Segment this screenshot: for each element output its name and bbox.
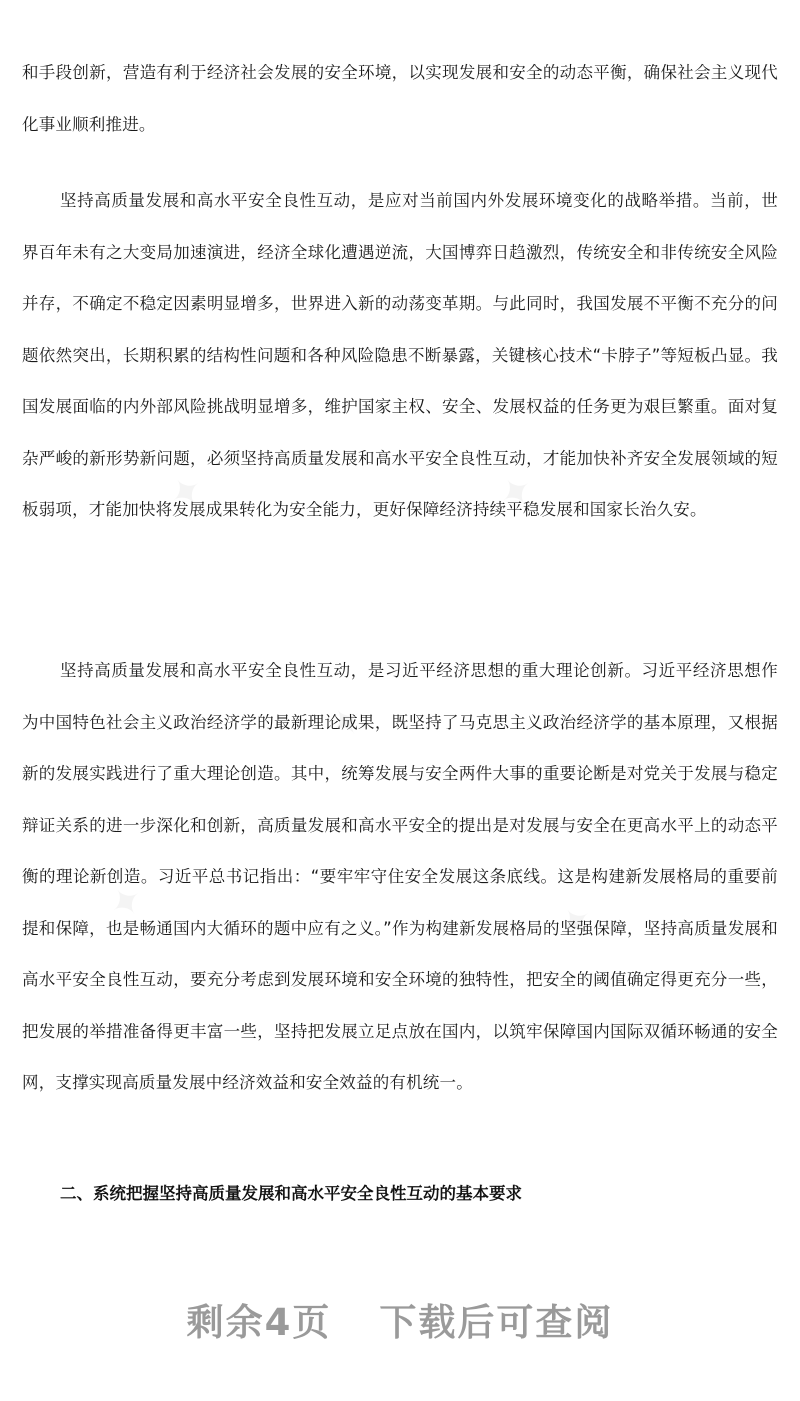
remaining-pages-text: 剩余4页 xyxy=(186,1301,332,1344)
section-heading: 二、系统把握坚持高质量发展和高水平安全良性互动的基本要求 xyxy=(60,1184,522,1203)
paragraph-strategic-measures: 坚持高质量发展和高水平安全良性互动，是应对当前国内外发展环境变化的战略举措。当前，世界百年未有之大变局加速演进，经济全球化遭遇逆流，大国博弈日趋激烈，传统安全和非传统安全风险并存，不确定不稳定因素明显增多，世界进入新的动荡变革期。与此同时，我国发展不平衡不充分的问题依然突出，长期积累的结构性问题和各种风险隐患不断暴露，关键核心技术“卡脖子”等短板凸显。我国发展面临的内外部风险挑战明显增多，维护国家主权、安全、发展权益的任务更为艰巨繁重。面对复杂严峻的新形势新问题，必须坚持高质量发展和高水平安全良性互动，才能加快补齐安全发展领域的短板弱项，才能加快将发展成果转化为安全能力，更好保障经济持续平稳发展和国家长治久安。 xyxy=(22,191,778,519)
remaining-pages-banner[interactable] xyxy=(0,1295,800,1351)
paragraph-theoretical-innovation: 坚持高质量发展和高水平安全良性互动，是习近平经济思想的重大理论创新。习近平经济思想作为中国特色社会主义政治经济学的最新理论成果，既坚持了马克思主义政治经济学的基本原理，又根据新的发展实践进行了重大理论创造。其中，统筹发展与安全两件大事的重要论断是对党关于发展与稳定辩证关系的进一步深化和创新，高质量发展和高水平安全的提出是对发展与安全在更高水平上的动态平衡的理论新创造。习近平总书记指出：“要牢牢守住安全发展这条底线。这是构建新发展格局的重要前提和保障，也是畅通国内大循环的题中应有之义。”作为构建新发展格局的坚强保障，坚持高质量发展和高水平安全良性互动，要充分考虑到发展环境和安全环境的独特性，把安全的阈值确定得更充分一些，把发展的举措准备得更丰富一些，坚持把发展立足点放在国内，以筑牢保障国内国际双循环畅通的安全网，支撑实现高质量发展中经济效益和安全效益的有机统一。 xyxy=(22,661,778,1092)
download-hint-text: 下载后可查阅 xyxy=(379,1301,614,1344)
paragraph-continued: 和手段创新，营造有利于经济社会发展的安全环境，以实现发展和安全的动态平衡，确保社会主义现代化事业顺利推进。 xyxy=(22,63,778,134)
